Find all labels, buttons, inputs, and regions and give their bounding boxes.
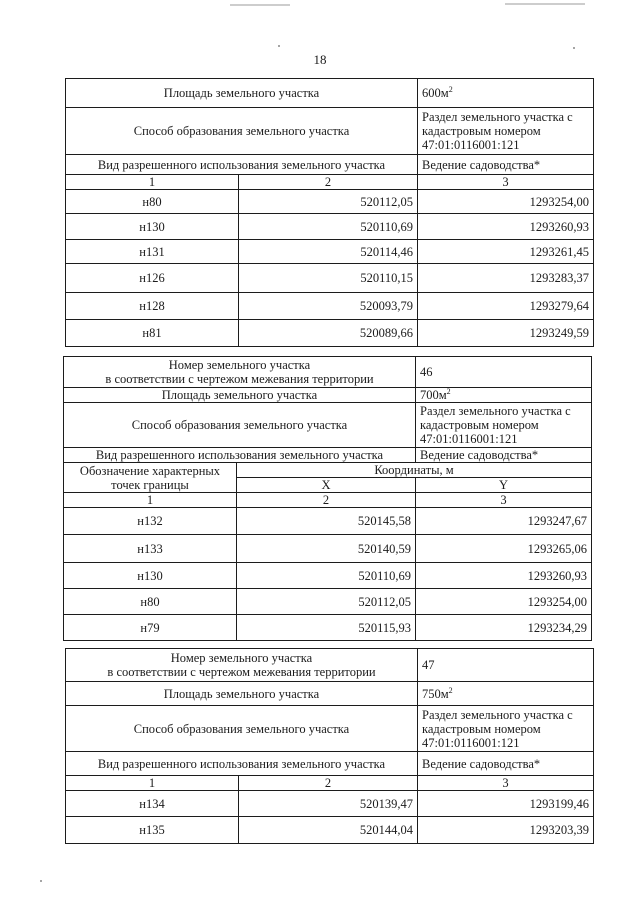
point-name: н81 <box>66 320 239 347</box>
scan-artifact-right <box>505 3 585 5</box>
page-number: 18 <box>313 52 327 67</box>
column-number: 3 <box>418 175 594 190</box>
area-value: $700м^2$ <box>416 388 592 403</box>
x-value: 520110,15 <box>239 264 418 293</box>
x-value: 520144,04 <box>239 817 418 844</box>
y-value: 1293203,39 <box>418 817 594 844</box>
method-label: Способ образования земельного участка <box>66 706 418 752</box>
method-value: Раздел земельного участка с кадастровым номером 47:01:0116001:121 <box>416 403 592 448</box>
column-number: 3 <box>416 493 592 508</box>
y-value: 1293254,00 <box>416 589 592 615</box>
table-row <box>66 240 594 264</box>
x-value: 520112,05 <box>239 190 418 214</box>
parcel-table-1 <box>65 78 594 347</box>
x-value: 520140,59 <box>237 535 416 563</box>
area-label: Площадь земельного участка <box>66 682 418 706</box>
number-value: 47 <box>418 649 594 682</box>
column-number: 2 <box>237 493 416 508</box>
use-label: Вид разрешенного использования земельного участка <box>66 752 418 776</box>
point-name: н128 <box>66 293 239 320</box>
scan-dot <box>573 47 575 49</box>
x-value: 520093,79 <box>239 293 418 320</box>
x-value: 520089,66 <box>239 320 418 347</box>
number-label <box>66 649 418 682</box>
scan-dot <box>278 45 280 47</box>
method-row <box>66 108 594 155</box>
point-name: н131 <box>66 240 239 264</box>
x-value: 520145,58 <box>237 508 416 535</box>
y-value: 1293279,64 <box>418 293 594 320</box>
x-value: 520112,05 <box>237 589 416 615</box>
area-label: Площадь земельного участка <box>64 388 416 403</box>
point-name: н79 <box>64 615 237 641</box>
column-number: 1 <box>66 175 239 190</box>
point-name: н130 <box>66 214 239 240</box>
table-row <box>66 214 594 240</box>
column-number: 2 <box>239 175 418 190</box>
x-value: 520114,46 <box>239 240 418 264</box>
y-header: Y <box>416 478 592 493</box>
parcel-table-46 <box>63 356 592 641</box>
y-value: 1293199,46 <box>418 791 594 817</box>
table-row <box>66 293 594 320</box>
scan-dot <box>40 880 42 882</box>
table-row <box>66 190 594 214</box>
point-name: н130 <box>64 563 237 589</box>
method-label: Способ образования земельного участка <box>64 403 416 448</box>
use-row <box>66 752 594 776</box>
column-number: 2 <box>239 776 418 791</box>
table-row <box>64 563 592 589</box>
table-row <box>66 320 594 347</box>
y-value: 1293254,00 <box>418 190 594 214</box>
y-value: 1293260,93 <box>418 214 594 240</box>
point-name: н132 <box>64 508 237 535</box>
number-label-line2: в соответствии с чертежом межевания территории <box>105 372 374 386</box>
method-row <box>66 706 594 752</box>
method-value: Раздел земельного участка с кадастровым номером 47:01:0116001:121 <box>418 706 594 752</box>
column-numbers-row <box>66 776 594 791</box>
use-row <box>66 155 594 175</box>
parcel-table-47 <box>65 648 594 844</box>
point-name: н80 <box>64 589 237 615</box>
area-row <box>66 682 594 706</box>
points-header-line1: Обозначение характерных <box>79 463 221 478</box>
y-value: 1293247,67 <box>416 508 592 535</box>
x-value: 520139,47 <box>239 791 418 817</box>
column-numbers-row <box>66 175 594 190</box>
y-value: 1293265,06 <box>416 535 592 563</box>
use-label: Вид разрешенного использования земельного участка <box>66 155 418 175</box>
use-row <box>64 448 592 463</box>
point-name: н80 <box>66 190 239 214</box>
point-name: н133 <box>64 535 237 563</box>
use-label: Вид разрешенного использования земельного участка <box>64 448 416 463</box>
coords-header: Координаты, м <box>237 463 592 478</box>
x-value: 520115,93 <box>237 615 416 641</box>
column-number: 1 <box>66 776 239 791</box>
point-name: н126 <box>66 264 239 293</box>
method-value: Раздел земельного участка с кадастровым номером 47:01:0116001:121 <box>418 108 594 155</box>
table-row <box>64 535 592 563</box>
scan-artifact-left <box>230 4 290 6</box>
points-header-line2: точек границы <box>111 477 189 492</box>
y-value: 1293283,37 <box>418 264 594 293</box>
table-row <box>64 615 592 641</box>
area-row <box>66 79 594 108</box>
number-label-line2: в соответствии с чертежом межевания территории <box>107 665 376 679</box>
table-row <box>66 791 594 817</box>
coords-header-row <box>64 463 592 478</box>
points-header <box>64 463 237 493</box>
area-label: Площадь земельного участка <box>66 79 418 108</box>
x-value: 520110,69 <box>237 563 416 589</box>
point-name: н134 <box>66 791 239 817</box>
y-value: 1293249,59 <box>418 320 594 347</box>
table-row <box>66 264 594 293</box>
column-number: 1 <box>64 493 237 508</box>
table-row <box>64 589 592 615</box>
method-label: Способ образования земельного участка <box>66 108 418 155</box>
area-value: $600м^2$ <box>418 79 594 108</box>
column-number: 3 <box>418 776 594 791</box>
number-label-line1: Номер земельного участка <box>170 651 313 665</box>
use-value: Ведение садоводства* <box>418 752 594 776</box>
number-label <box>64 357 416 388</box>
y-value: 1293261,45 <box>418 240 594 264</box>
table-row <box>66 817 594 844</box>
number-row <box>66 649 594 682</box>
x-header: X <box>237 478 416 493</box>
area-row <box>64 388 592 403</box>
y-value: 1293260,93 <box>416 563 592 589</box>
number-row <box>64 357 592 388</box>
method-row <box>64 403 592 448</box>
number-value: 46 <box>416 357 592 388</box>
use-value: Ведение садоводства* <box>416 448 592 463</box>
use-value: Ведение садоводства* <box>418 155 594 175</box>
point-name: н135 <box>66 817 239 844</box>
x-value: 520110,69 <box>239 214 418 240</box>
area-value: $750м^2$ <box>418 682 594 706</box>
y-value: 1293234,29 <box>416 615 592 641</box>
number-label-line1: Номер земельного участка <box>168 358 311 372</box>
column-numbers-row <box>64 493 592 508</box>
table-row <box>64 508 592 535</box>
